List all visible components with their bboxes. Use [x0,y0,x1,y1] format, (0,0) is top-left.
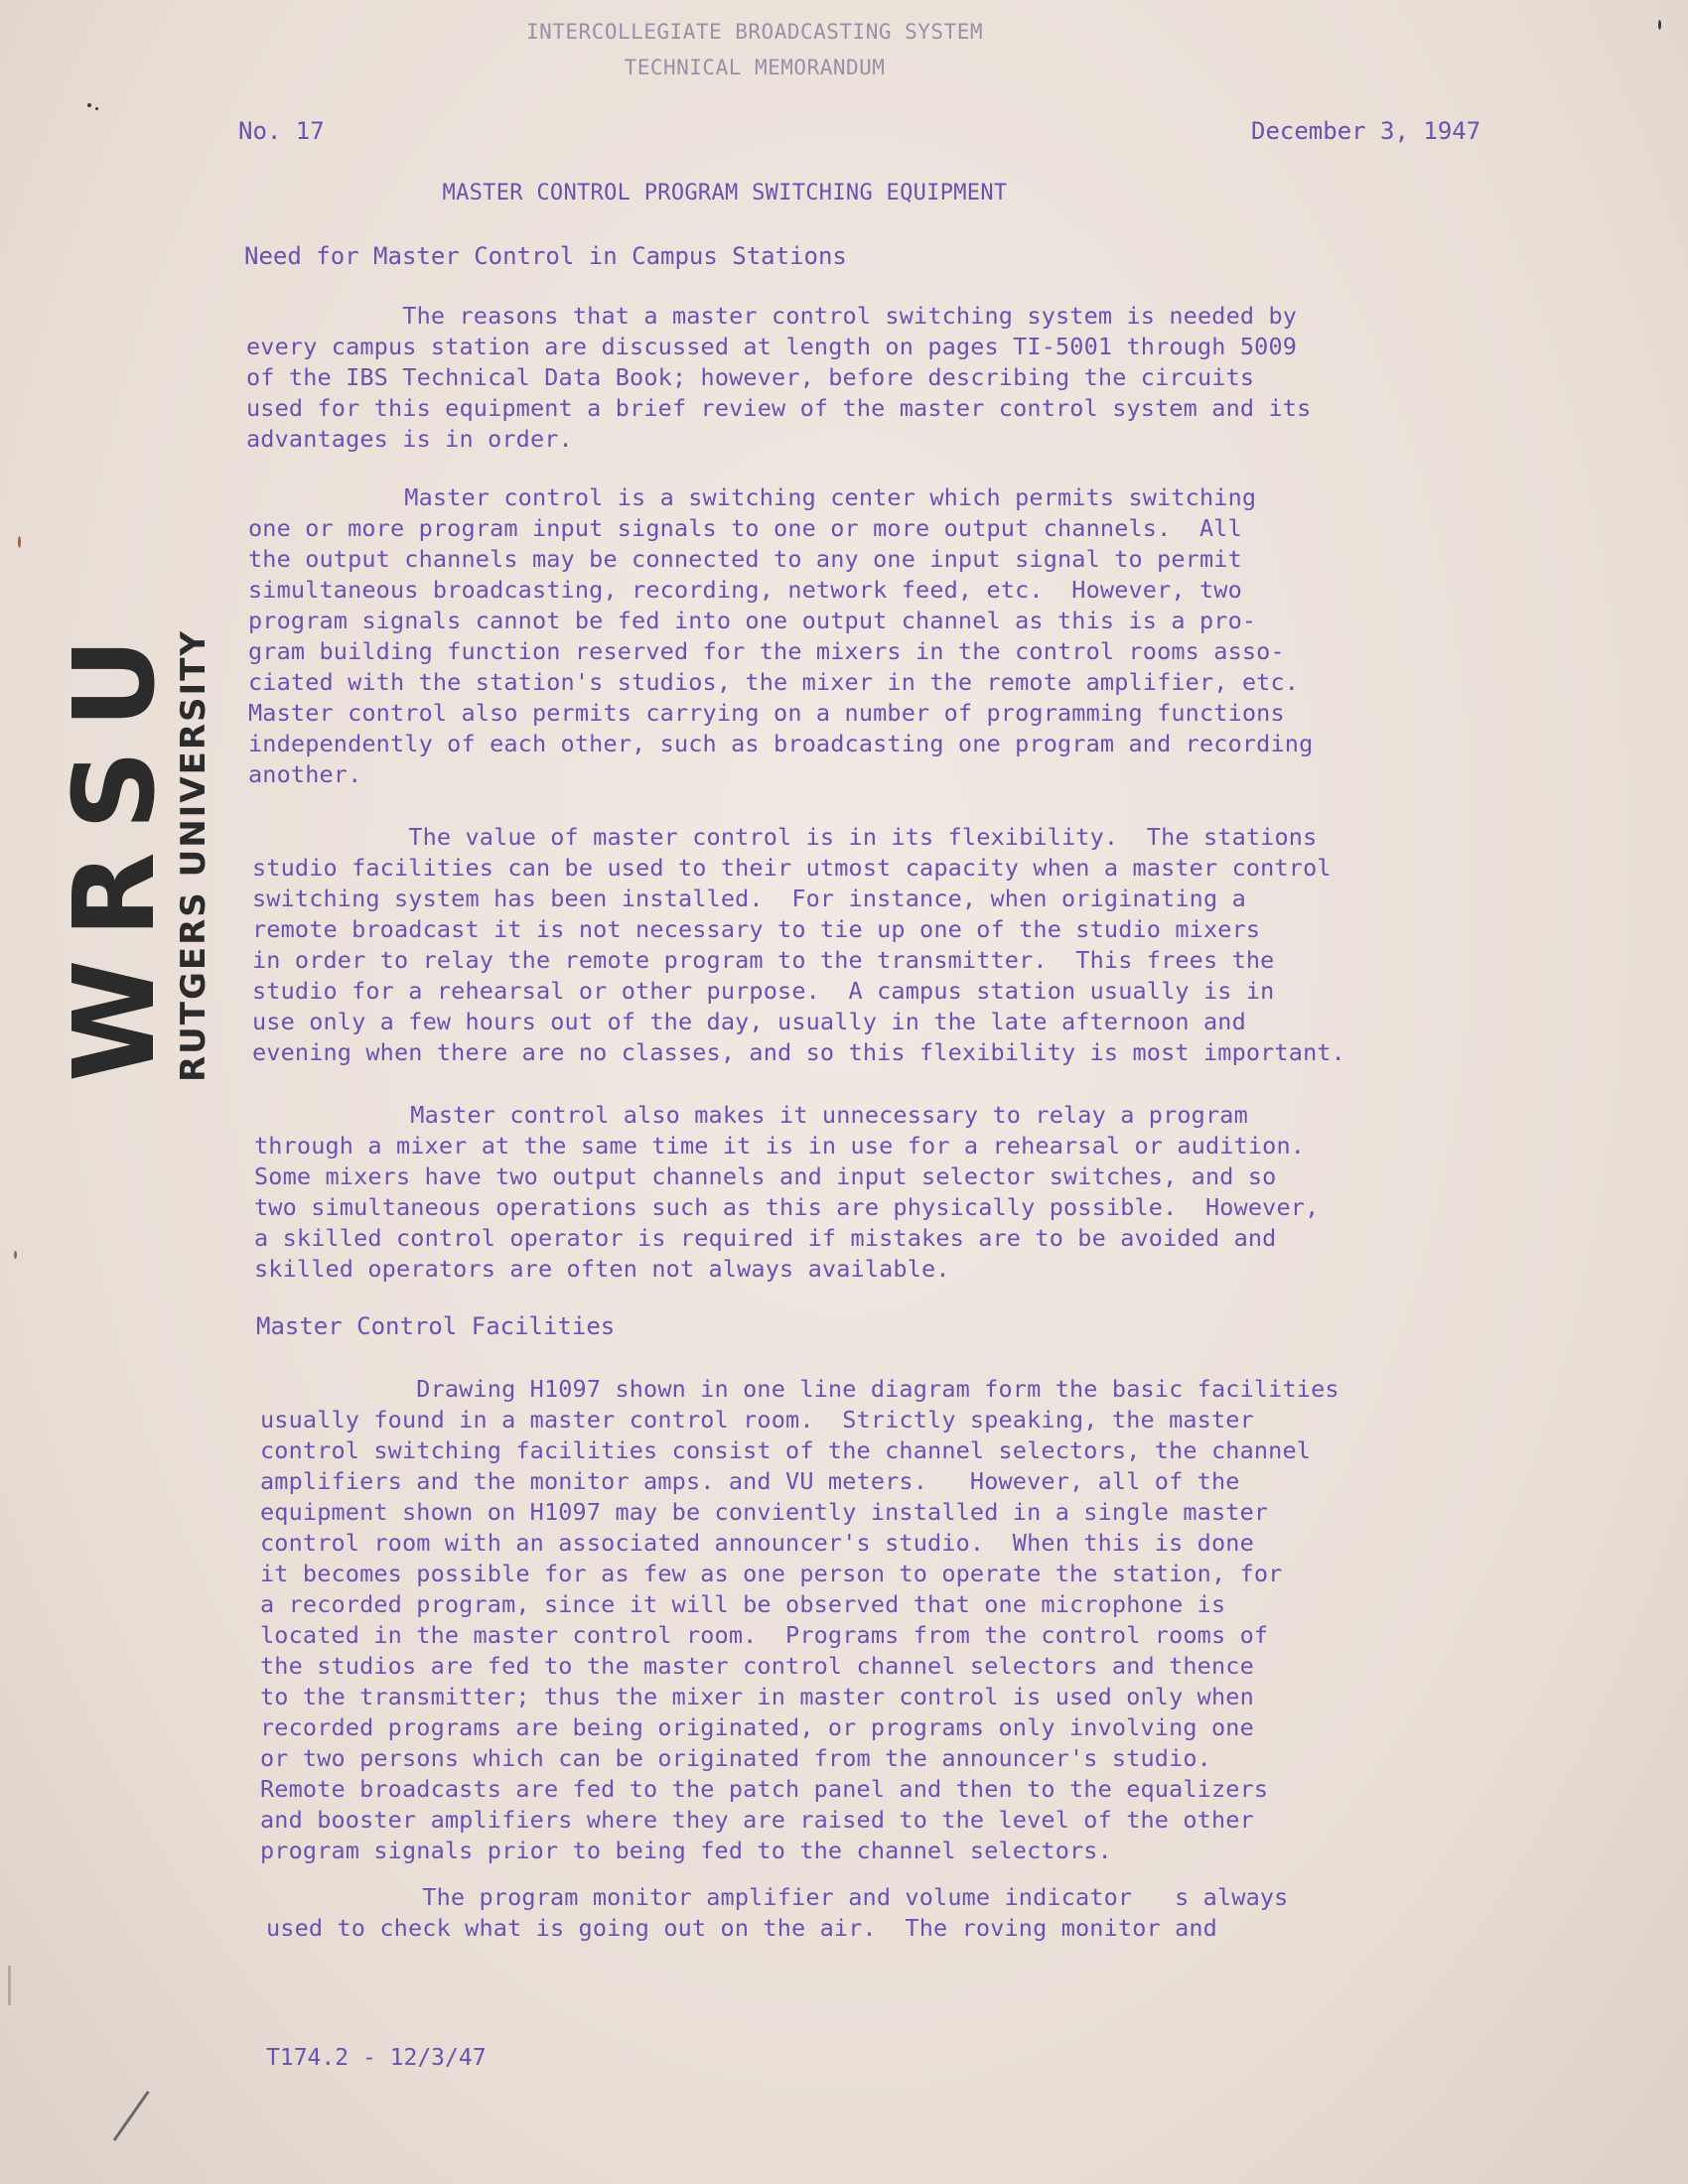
station-call-letters: WRSU [51,615,180,1082]
paper-speck [95,107,98,110]
paragraph-4: Master control also makes it unnecessary to relay a program through a mixer at the same time it is in use for a rehearsal or audition. Some mixers have two output channels and input selector switches, and so two simultaneous operations such as this are physically possible. However, a skilled control operator is required if mistakes are to be avoided and skilled operators are often not always available. [254,1101,1320,1283]
paragraph-2: Master control is a switching center which permits switching one or more program input signals to one or more output channels. All the output channels may be connected to any one input signal to permit simultaneous broadcasting, recording, network feed, etc. However, two program signals cannot be fed into one output channel as this is a pro- gram building function reserved for the mixers in the control rooms asso- ciated with the station's studios, the mixer in the remote amplifier, etc. Master control also permits carrying on a number of programming functions independently of each other, such as broadcasting one program and recording another. [248,483,1314,788]
paragraph-5: Drawing H1097 shown in one line diagram form the basic facilities usually found in a master control room. Strictly speaking, the master control switching facilities consist of the channel selectors, the channel amplifiers and the monitor amps. and VU meters. However, all of the equipment shown on H1097 may be conviently installed in a single master control room with an associated announcer's studio. When this is done it becomes possible for as few as one person to operate the station, for a recorded program, since it will be observed that one microphone is located in the master control room. Programs from the control rooms of the studios are fed to the master control channel selectors and thence to the transmitter; thus the mixer in master control is used only when recorded programs are being originated, or programs only involving one or two persons which can be originated from the announcer's studio. Remote broadcasts are fed to the patch panel and then to the equalizers and booster amplifiers where they are raised to the level of the other program signals prior to being fed to the channel selectors. [260,1375,1339,1864]
paragraph-1: The reasons that a master control switching system is needed by every campus station are discussed at length on pages TI-5001 through 5009 of the IBS Technical Data Book; however, before describing the circuits used for this equipment a brief review of the master control system and its advantages is in order. [246,302,1312,453]
document-code: T174.2 - 12/3/47 [266,2045,487,2071]
memo-title: MASTER CONTROL PROGRAM SWITCHING EQUIPMENT [442,181,1008,205]
memo-date: December 3, 1947 [1251,117,1481,145]
paper-speck [87,103,91,107]
paragraph-3: The value of master control is in its flexibility. The stations studio facilities can be used to their utmost capacity when a master control switching system has been installed. For instance, when originating a remote broadcast it is not necessary to tie up one of the studio mixers in order to relay the remote program to the transmitter. This frees the studio for a rehearsal or other purpose. A campus station usually is in use only a few hours out of the day, usually in the late afternoon and evening when there are no classes, and so this flexibility is most important. [252,823,1345,1066]
station-stamp [51,615,213,1082]
letterhead-organization: INTERCOLLEGIATE BROADCASTING SYSTEM [525,20,983,44]
paper-crease [113,2091,174,2158]
paper-speck [14,1251,17,1259]
station-university: RUTGERS UNIVERSITY [174,628,213,1082]
paper-edge-wear [8,1966,41,2005]
section-heading-facilities: Master Control Facilities [256,1312,616,1340]
memo-number: No. 17 [238,117,325,145]
paper-speck [18,536,21,548]
letterhead-document-type: TECHNICAL MEMORANDUM [624,56,886,79]
paragraph-6: The program monitor amplifier and volume indicator s always used to check what is going out on the air. The roving monitor and [266,1883,1289,1942]
section-heading-need: Need for Master Control in Campus Stations [244,242,847,270]
paper-speck [1658,20,1661,30]
